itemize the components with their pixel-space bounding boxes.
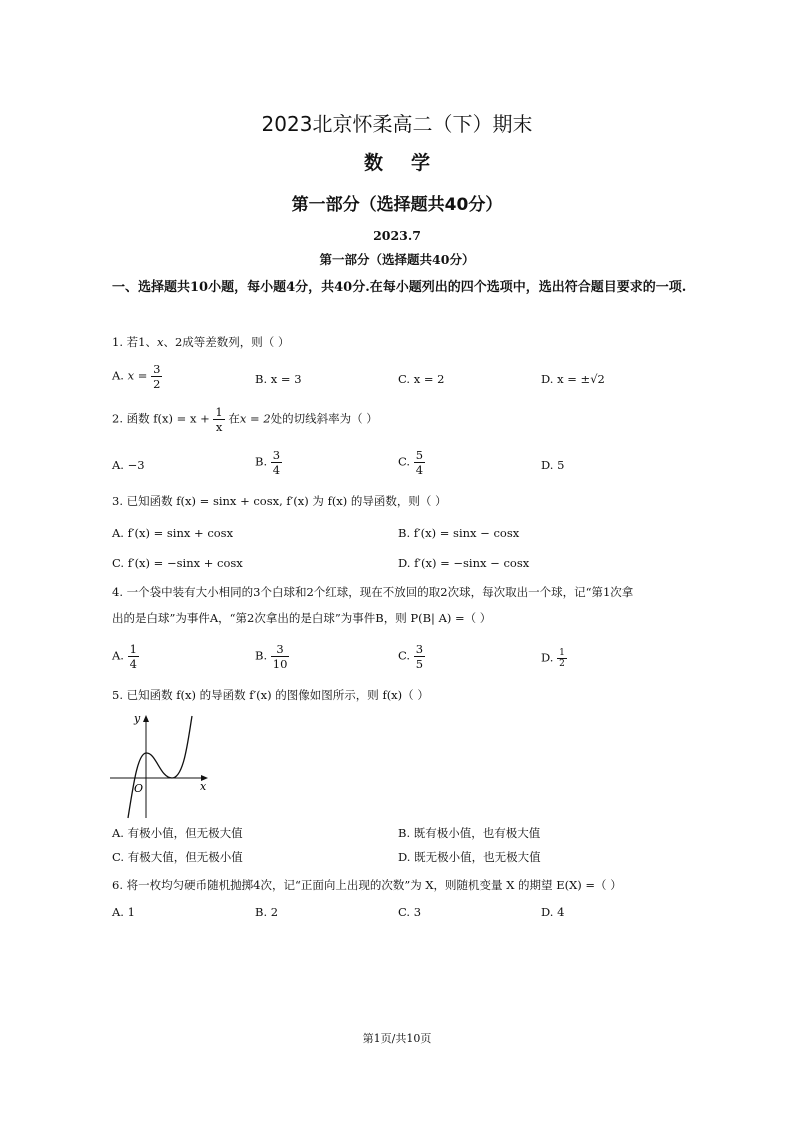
fraction-denominator: 4: [129, 657, 137, 671]
q4-b-fraction: [271, 642, 290, 671]
q1-prefix: 1. 若: [112, 335, 139, 349]
q2-b-fraction: [271, 448, 282, 477]
option-text: f′(x) = sinx − cosx: [413, 526, 520, 540]
q1-suffix: 成等差数列，则（ ）: [182, 335, 290, 349]
exam-title: 2023北京怀柔高二（下）期末: [261, 112, 533, 136]
q1-a-eq: =: [134, 368, 152, 383]
q4-option-d[interactable]: [541, 648, 567, 669]
part-subtitle: 第一部分（选择题共40分）: [319, 252, 475, 267]
fraction-denominator: x: [215, 420, 223, 434]
option-label: B.: [255, 648, 268, 663]
q3-option-a[interactable]: [112, 524, 233, 542]
question-4-line-2: 出的是白球”为事件A，“第2次拿出的是白球”为事件B，则 P(B| A) =（ ）: [112, 611, 492, 625]
option-label: A.: [112, 458, 124, 472]
option-label: B.: [398, 526, 411, 540]
fraction-denominator: 5: [415, 657, 424, 671]
option-label: C.: [398, 454, 411, 469]
x-axis-label: x: [200, 780, 207, 793]
q1-option-a[interactable]: [112, 362, 162, 391]
q3-option-b[interactable]: [398, 524, 519, 542]
q1-value-2: x: [156, 335, 164, 349]
option-label: C.: [398, 372, 411, 386]
q4-d-fraction: [557, 648, 567, 669]
q2-c-fraction: [414, 448, 425, 477]
question-4-line-1: 4. 一个袋中装有大小相同的3个白球和2个红球，现在不放回的取2次球，每次取出一个球，记“第1次拿: [112, 585, 634, 599]
option-text: x = ±√2: [557, 372, 605, 386]
option-label: A.: [112, 368, 124, 383]
fraction-denominator: 2: [153, 377, 161, 391]
fraction-numerator: 1: [215, 405, 223, 419]
option-text: −3: [127, 458, 145, 472]
q2-point: x = 2: [239, 411, 271, 426]
option-label: B.: [255, 454, 268, 469]
q6-option-d[interactable]: D. 4: [541, 905, 565, 919]
derivative-graph: [108, 710, 213, 820]
q6-option-c[interactable]: C. 3: [398, 905, 422, 919]
option-text: x = 3: [270, 372, 302, 386]
y-axis-label: y: [134, 712, 141, 725]
fraction-numerator: 3: [153, 362, 161, 376]
q5-option-a[interactable]: A. 有极小值，但无极大值: [112, 826, 243, 840]
q2-mid: 在: [228, 411, 240, 426]
option-text: f′(x) = −sinx + cosx: [127, 556, 243, 570]
option-label: D.: [541, 650, 554, 665]
question-2: [112, 405, 692, 434]
q1-option-d[interactable]: [541, 370, 605, 388]
q5-option-b[interactable]: B. 既有极小值，也有极大值: [398, 826, 541, 840]
q4-option-a[interactable]: [112, 642, 139, 671]
option-label: D.: [398, 556, 411, 570]
page-number: 第1页/共10页: [362, 1032, 432, 1045]
option-label: C.: [112, 556, 125, 570]
q2-option-b[interactable]: [255, 448, 282, 477]
q4-c-fraction: [414, 642, 425, 671]
exam-date: 2023.7: [373, 228, 421, 243]
q5-option-d[interactable]: D. 既无极小值，也无极大值: [398, 850, 541, 864]
fraction-numerator: 1: [559, 648, 565, 658]
q1-a-fraction: [151, 362, 162, 391]
section-instructions: 一、选择题共10小题，每小题4分，共40分.在每小题列出的四个选项中，选出符合题目要求的一项.: [112, 280, 687, 295]
q1-value-3: 2: [174, 335, 183, 349]
option-label: D.: [541, 458, 554, 472]
q2-option-a[interactable]: [112, 456, 145, 474]
q2-option-d[interactable]: [541, 456, 564, 474]
fraction-numerator: 3: [271, 642, 290, 657]
option-label: C.: [398, 648, 411, 663]
q4-option-c[interactable]: [398, 642, 425, 671]
q2-prefix: 2. 函数: [112, 411, 150, 426]
option-label: A.: [112, 526, 124, 540]
q3-option-c[interactable]: [112, 554, 243, 572]
option-label: B.: [255, 372, 268, 386]
subject-title: 数学: [363, 152, 458, 174]
fraction-denominator: 4: [272, 463, 281, 477]
fraction-denominator: 2: [559, 659, 565, 669]
option-label: D.: [541, 372, 554, 386]
question-1: [112, 333, 692, 351]
q5-option-c[interactable]: C. 有极大值，但无极小值: [112, 850, 243, 864]
fraction-numerator: 3: [272, 448, 281, 462]
option-text: x = 2: [413, 372, 445, 386]
q1-sep-2: 、: [163, 335, 175, 349]
question-6: 6. 将一枚均匀硬币随机抛掷4次，记“正面向上出现的次数”为 X，则随机变量 X 的期望 E(X) =（ ）: [112, 878, 622, 892]
q2-suffix: 处的切线斜率为（ ）: [270, 411, 378, 426]
q1-a-var: x: [127, 368, 135, 383]
q6-option-b[interactable]: B. 2: [255, 905, 279, 919]
fraction-denominator: 4: [415, 463, 424, 477]
q6-option-a[interactable]: A. 1: [112, 905, 135, 919]
q2-fraction: [213, 405, 224, 434]
option-label: A.: [112, 648, 124, 663]
fraction-numerator: 1: [129, 642, 137, 656]
q4-a-fraction: [128, 642, 139, 671]
fraction-numerator: 5: [415, 448, 424, 462]
origin-label: O: [134, 782, 144, 795]
q1-option-c[interactable]: [398, 370, 444, 388]
fraction-numerator: 3: [415, 642, 424, 656]
y-axis-arrow: [143, 715, 149, 722]
option-text: f′(x) = sinx + cosx: [127, 526, 234, 540]
part-title: 第一部分（选择题共40分）: [291, 195, 503, 215]
derivative-curve: [128, 716, 192, 818]
fraction-denominator: 10: [272, 657, 288, 671]
question-5: 5. 已知函数 f(x) 的导函数 f′(x) 的图像如图所示，则 f(x)（ ）: [112, 688, 429, 702]
q1-sep-1: 、: [145, 335, 157, 349]
option-text: f′(x) = −sinx − cosx: [414, 556, 530, 570]
q1-value-1: 1: [138, 335, 146, 349]
question-3: 3. 已知函数 f(x) = sinx + cosx, f′(x) 为 f(x) 的导函数，则（ ）: [112, 494, 447, 508]
q2-function: f(x) = x +: [153, 411, 210, 426]
option-text: 5: [557, 458, 565, 472]
q2-option-c[interactable]: [398, 448, 425, 477]
q3-option-d[interactable]: [398, 554, 529, 572]
q4-option-b[interactable]: [255, 642, 289, 671]
q1-option-b[interactable]: [255, 370, 302, 388]
